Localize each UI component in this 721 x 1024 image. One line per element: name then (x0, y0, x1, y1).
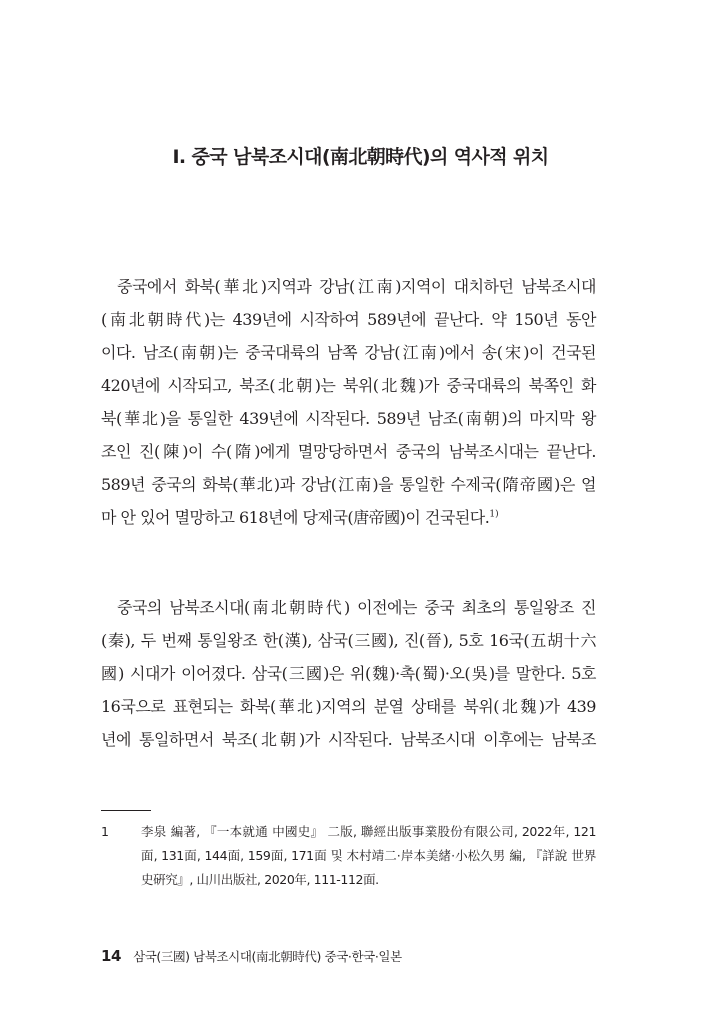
paragraph-line: 16국으로 표현되는 화북(華北)지역의 분열 상태를 북위(北魏)가 439 (101, 697, 596, 716)
footnote-number: 1 (101, 824, 109, 839)
footnote-line: 李泉 編著, 『一本就通 中國史』 二版, 聯經出版事業股份有限公司, 2022年, 121 (141, 824, 596, 839)
paragraph-line: 이다. 남조(南朝)는 중국대륙의 남쪽 강남(江南)에서 송(宋)이 건국된 (101, 343, 596, 362)
footnote-line: 史硏究』, 山川出版社, 2020年, 111-112面. (141, 872, 379, 887)
paragraph-line: 년에 통일하면서 북조(北朝)가 시작된다. 남북조시대 이후에는 남북조 (101, 730, 596, 749)
body-paragraph-1 (101, 270, 596, 534)
paragraph-line: 북(華北)을 통일한 439년에 시작된다. 589년 남조(南朝)의 마지막 왕 (101, 409, 596, 428)
paragraph-line: 420년에 시작되고, 북조(北朝)는 북위(北魏)가 중국대륙의 북쪽인 화 (101, 376, 596, 395)
page-footer (101, 946, 402, 967)
paragraph-line: 중국의 남북조시대(南北朝時代) 이전에는 중국 최초의 통일왕조 진 (117, 598, 596, 617)
footnote-reference[interactable]: 1) (489, 509, 499, 520)
paragraph-line: (秦), 두 번째 통일왕조 한(漢), 삼국(三國), 진(晉), 5호 16국(五胡十六 (101, 631, 596, 650)
paragraph-line: 589년 중국의 화북(華北)과 강남(江南)을 통일한 수제국(隋帝國)은 얼 (101, 475, 596, 494)
footnote-line: 面, 131面, 144面, 159面, 171面 및 木村靖二·岸本美緒·小松久男 編, 『詳說 世界 (141, 848, 596, 863)
paragraph-line: 중국에서 화북(華北)지역과 강남(江南)지역이 대치하던 남북조시대 (117, 277, 596, 296)
chapter-title: Ⅰ. 중국 남북조시대(南北朝時代)의 역사적 위치 (172, 146, 549, 168)
page-number: 14 (101, 947, 122, 965)
paragraph-line: 國) 시대가 이어졌다. 삼국(三國)은 위(魏)·촉(蜀)·오(吳)를 말한다. 5호 (101, 664, 596, 683)
paragraph-line-text: 마 안 있어 멸망하고 618년에 당제국(唐帝國)이 건국된다. (101, 508, 490, 527)
footnote-text (141, 820, 596, 892)
footnote-divider (101, 810, 151, 811)
paragraph-line: 조인 진(陳)이 수(隋)에게 멸망당하면서 중국의 남북조시대는 끝난다. (101, 442, 596, 461)
body-paragraph-2 (101, 591, 596, 756)
paragraph-line-last (101, 501, 596, 534)
running-title: 삼국(三國) 남북조시대(南北朝時代) 중국·한국·일본 (133, 949, 402, 964)
paragraph-line: (南北朝時代)는 439년에 시작하여 589년에 끝난다. 약 150년 동안 (101, 310, 596, 329)
